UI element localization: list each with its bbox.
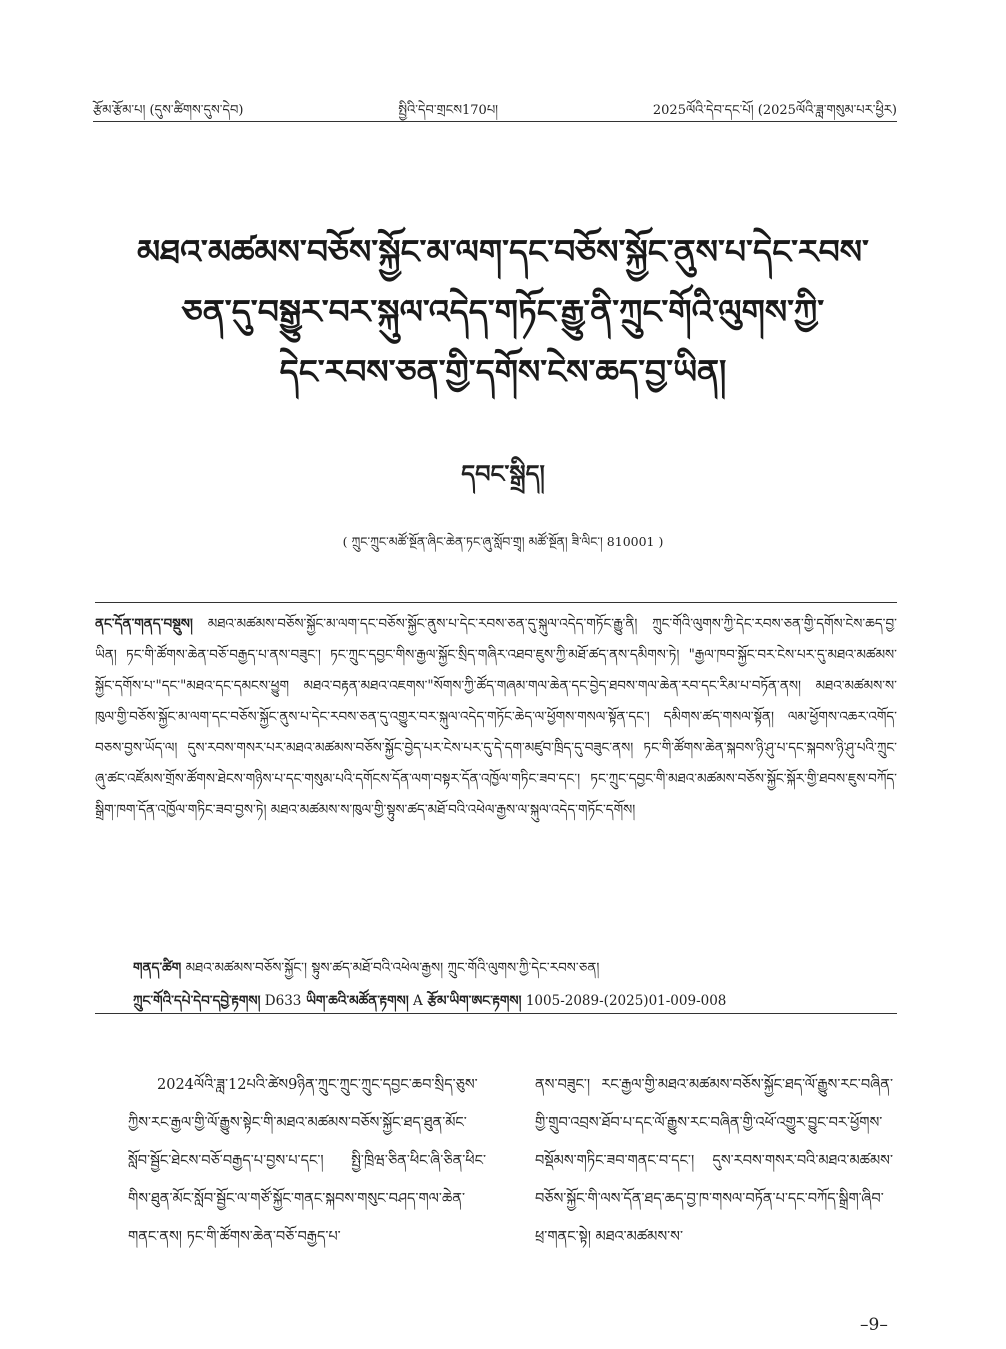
article-id-value: 1005-2089-(2025)01-009-008: [521, 993, 727, 1009]
doc-code-value: A: [408, 993, 423, 1009]
header-journal-name: རྩོམ་རྩོམ་པ། (དུས་ཚིགས་དུས་དེབ): [93, 103, 244, 118]
title-line: དེང་རབས་ཅན་གྱི་དགོས་ངེས་ཆད་བྱ་ཡིན།: [279, 352, 727, 391]
abstract: [95, 609, 897, 826]
header-rule: [93, 121, 897, 122]
running-header: [93, 95, 897, 132]
header-issue-total: སྤྱིའི་དེབ་གྲངས170པ།: [398, 103, 499, 118]
article-id-label: རྩོམ་ཡིག་ཨང་རྟགས།: [422, 993, 522, 1009]
body-column-left: 2024ལོའི་ཟླ་12པའི་ཚེས9ཉིན་ཀྲུང་ཀྲུང་ཀྲུང་དབྱང་ཆབ་སྲིད་ཅུས་ཀྱིས་རང་རྒྱལ་གྱི་ལོ་རྒྱུས་སྟེང་གི་མཐའ་མཚམས་བཅོས་སྐྱོང་ཐད་ཐུན་མོང་སློབ་སྦྱོང་ཐེངས་བཅོ་བརྒྱད་པ་བྱས་པ་དང་། སྤྱི་ཁྲིཝ་ཅིན་ཕིང་ཞི་ཅིན་ཕིང་གིས་ཐུན་མོང་སློབ་སྦྱོང་ལ་གཙོ་སྐྱོང་གནང་སྐབས་གསུང་བཤད་གལ་ཆེན་གནང་ནས། ཏང་གི་ཚོགས་ཆེན་བཅོ་བརྒྱད་པ་: [128, 1077, 486, 1245]
body-column-right: ནས་བཟུང་། རང་རྒྱལ་གྱི་མཐའ་མཚམས་བཅོས་སྐྱོང་ཐད་ལོ་རྒྱུས་རང་བཞིན་གྱི་གྲུབ་འབྲས་ཐོབ་པ་དང་ལོ་རྒྱུས་རང་བཞིན་གྱི་འཕོ་འགྱུར་བྱུང་བར་ཕྱོགས་བསྡོམས་གཏིང་ཟབ་གནང་བ་དང་། དུས་རབས་གསར་བའི་མཐའ་མཚམས་བཅོས་སྐྱོང་གི་ལས་དོན་ཐད་ཆད་བྱ་ཁ་གསལ་བཏོན་པ་དང་བཀོད་སྒྲིག་ཞིབ་ཕྲ་གནང་སྟེ། མཐའ་མཚམས་ས་: [535, 1077, 893, 1245]
classification-line: [133, 986, 726, 1024]
clc-value: D633: [260, 993, 302, 1009]
title-line: ཅན་དུ་བསྒྱུར་བར་སྐུལ་འདེད་གཏོང་རྒྱུ་ནི་ཀྲུང་གོའི་ལུགས་ཀྱི་: [181, 292, 825, 331]
page-number: –9–: [860, 1315, 888, 1335]
abstract-label: ནང་དོན་གནད་བསྡུས།: [95, 616, 193, 632]
header-issue-date: 2025ལོའི་དེབ་དང་པོ། (2025ལོའི་ཟླ་གསུམ་པར་ཕྱིར): [652, 103, 897, 118]
abstract-bottom-rule: [95, 1013, 897, 1014]
keywords-label: གནད་ཚིག: [133, 960, 182, 976]
author-affiliation: ( ཀྲུང་ཀྲུང་མཚོ་སྔོན་ཞིང་ཆེན་ཏང་ཞུ་སློབ་གྲྭ། མཚོ་སྔོན། ཟི་ལིང་། 810001 ): [342, 534, 664, 549]
clc-label: ཀྲུང་གོའི་དཔེ་དེབ་དབྱེ་རྟགས།: [133, 993, 261, 1009]
keywords-text: མཐའ་མཚམས་བཅོས་སྐྱོང་། སྟུས་ཚད་མཐོ་བའི་འཕེལ་རྒྱས། ཀྲུང་གོའི་ལུགས་ཀྱི་དེང་རབས་ཅན།: [181, 960, 600, 976]
author-name: དབང་སྒྲིད།: [461, 459, 545, 488]
abstract-top-rule: [95, 602, 897, 603]
doc-code-label: ཡིག་ཆའི་མཚོན་རྟགས།: [301, 993, 409, 1009]
abstract-text: མཐའ་མཚམས་བཅོས་སྐྱོང་མ་ལག་དང་བཅོས་སྐྱོང་ནུས་པ་དེང་རབས་ཅན་དུ་སྐུལ་འདེད་གཏོང་རྒྱུ་ནི། ཀྲུང་གོའི་ལུགས་ཀྱི་དེང་རབས་ཅན་གྱི་དགོས་ངེས་ཆད་བྱ་ཡིན། ཏང་གི་ཚོགས་ཆེན་བཅོ་བརྒྱད་པ་ནས་བཟུང་། ཏང་ཀྲུང་དབྱང་གིས་རྒྱལ་སྐྱོང་སྲིད་གཞིར་འཐབ་ཇུས་ཀྱི་མཐོ་ཚད་ནས་དམིགས་ཏེ། "རྒྱལ་ཁབ་སྐྱོང་བར་ངེས་པར་དུ་མཐའ་མཚམས་སྐྱོང་དགོས་པ་"དང་"མཐའ་དང་དམངས་ཕྱུག མཐའ་བརྟན་མཐའ་འཇགས་"སོགས་ཀྱི་ཚོད་གཞམ་གལ་ཆེན་དང་བྱེད་ཐབས་གལ་ཆེན་རབ་དང་རིམ་པ་བཏོན་ནས། མཐའ་མཚམས་ས་ཁུལ་གྱི་བཅོས་སྐྱོང་མ་ལག་དང་བཅོས་སྐྱོང་ནུས་པ་དེང་རབས་ཅན་དུ་འགྱུར་བར་སྐུལ་འདེད་གཏོང་ཆེད་ལ་ཕྱོགས་གསལ་སྟོན་དང་། དམིགས་ཚད་གསལ་སྟོན། ལམ་ཕྱོགས་འཆར་འགོད་བཅས་བྱས་ཡོད་ལ། དུས་རབས་གསར་པར་མཐའ་མཚམས་བཅོས་སྐྱོང་བྱེད་པར་ངེས་པར་དུ་དེ་དག་མཛུབ་ཁྲིད་དུ་བཟུང་ནས། ཏང་གི་ཚོགས་ཆེན་སྐབས་ཉི་ཤུ་པ་དང་སྐབས་ཉི་ཤུ་པའི་ཀྲུང་ཞུ་ཚང་འཛོམས་གྲོས་ཚོགས་ཐེངས་གཉིས་པ་དང་གསུམ་པའི་དགོངས་དོན་ལག་བསྟར་དོན་འཁྱོལ་གཏིང་ཟབ་དང་། ཏང་ཀྲུང་དབྱང་གི་མཐའ་མཚམས་བཅོས་སྐྱོང་སྐོར་གྱི་ཐབས་ཇུས་བཀོད་སྒྲིག་ཁག་དོན་འཁྱོལ་གཏིང་ཟབ་བྱས་ཏེ། མཐའ་མཚམས་ས་ཁུལ་གྱི་སྟུས་ཚད་མཐོ་བའི་འཕེལ་རྒྱས་ལ་སྐུལ་འདེད་གཏོང་དགོས།: [95, 616, 897, 818]
article-title: [60, 222, 946, 402]
title-line: མཐའ་མཚམས་བཅོས་སྐྱོང་མ་ལག་དང་བཅོས་སྐྱོང་ནུས་པ་དེང་རབས་: [137, 232, 869, 271]
